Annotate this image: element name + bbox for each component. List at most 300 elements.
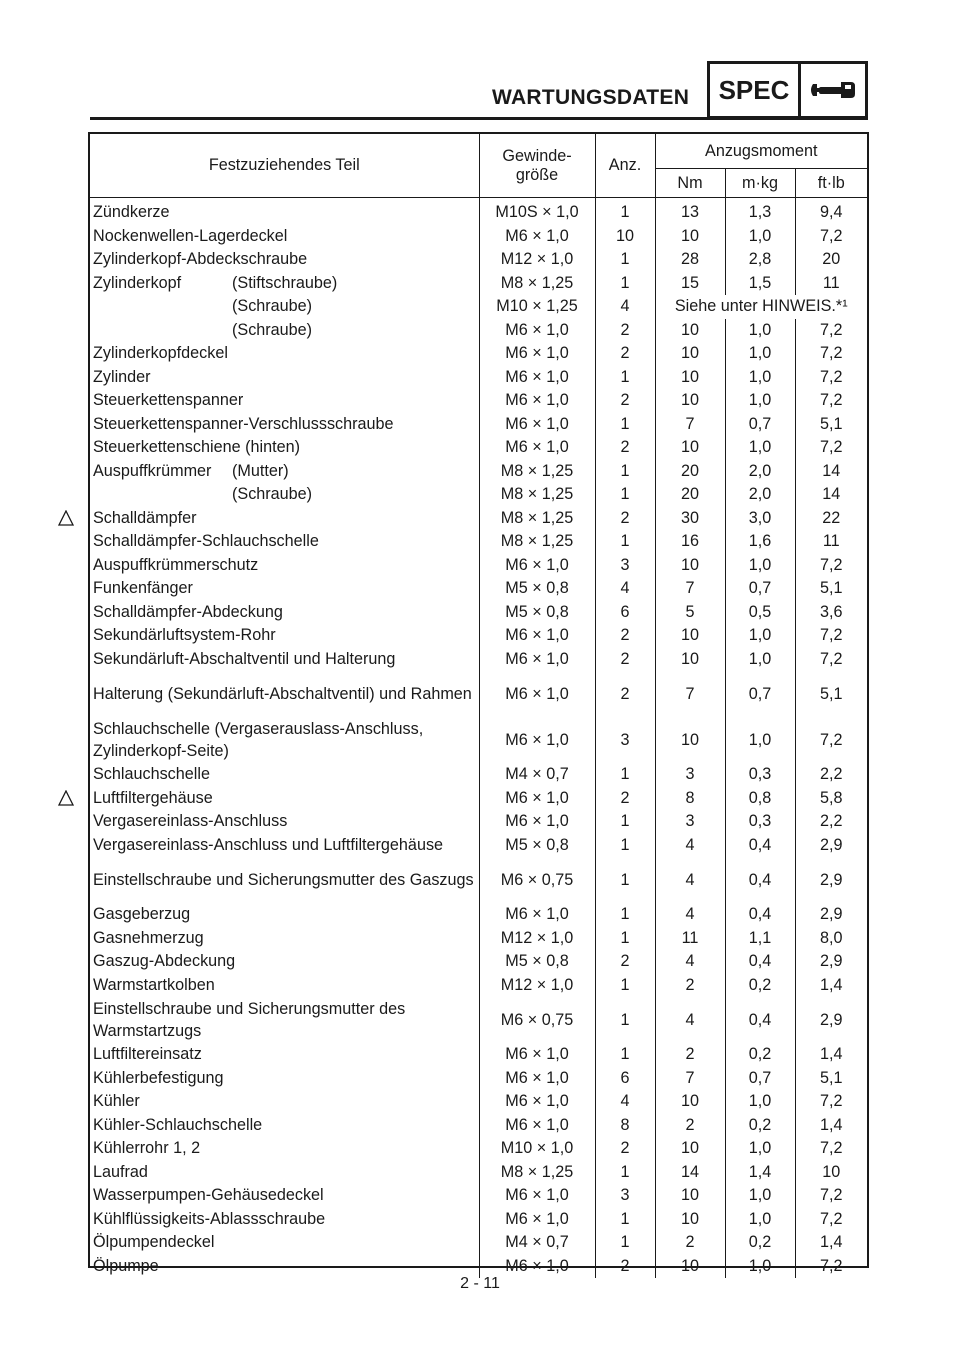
col-part: Festzuziehendes Teil <box>90 134 479 198</box>
nm-cell: 10 <box>655 624 725 648</box>
ftlb-cell: 5,1 <box>795 1067 867 1091</box>
thread-cell: M5 × 0,8 <box>479 577 595 601</box>
part-name: Warmstartkolben <box>93 975 215 994</box>
nm-cell: 10 <box>655 1184 725 1208</box>
table-row <box>90 671 867 717</box>
ftlb-cell: 5,1 <box>795 671 867 717</box>
nm-cell: 10 <box>655 389 725 413</box>
part-cell <box>90 460 479 484</box>
part-cell <box>90 507 479 531</box>
part-name: Zündkerze <box>93 203 170 222</box>
thread-cell: M6 × 1,0 <box>479 787 595 811</box>
nm-cell: 10 <box>655 342 725 366</box>
thread-cell: M8 × 1,25 <box>479 1161 595 1185</box>
qty-cell: 4 <box>595 295 655 319</box>
thread-cell: M6 × 1,0 <box>479 225 595 249</box>
nm-cell: 16 <box>655 530 725 554</box>
table-row <box>90 1067 867 1091</box>
nm-cell: 10 <box>655 436 725 460</box>
table-row <box>90 577 867 601</box>
part-sub: (Mutter) <box>232 461 289 480</box>
ftlb-cell: 2,2 <box>795 763 867 787</box>
part-name: Kühlerrohr 1, 2 <box>93 1139 201 1158</box>
thread-cell: M6 × 1,0 <box>479 389 595 413</box>
part-name: Schlauchschelle <box>93 765 210 784</box>
part-cell <box>90 950 479 974</box>
mkg-cell: 0,3 <box>725 763 795 787</box>
ftlb-cell: 7,2 <box>795 648 867 672</box>
part-cell <box>90 1184 479 1208</box>
ftlb-cell: 1,4 <box>795 974 867 998</box>
mkg-cell: 1,0 <box>725 1208 795 1232</box>
table-row <box>90 389 867 413</box>
mkg-cell: 0,4 <box>725 903 795 927</box>
part-cell <box>90 601 479 625</box>
qty-cell: 1 <box>595 857 655 903</box>
table-row <box>90 198 867 225</box>
ftlb-cell: 22 <box>795 507 867 531</box>
mkg-cell: 1,3 <box>725 198 795 225</box>
part-name: Zylinder <box>93 367 151 386</box>
part-cell <box>90 1231 479 1255</box>
part-cell <box>90 810 479 834</box>
part-name: Schalldämpfer <box>93 508 197 527</box>
ftlb-cell: 3,6 <box>795 601 867 625</box>
part-name: Zylinderkopf <box>93 273 182 292</box>
table-row <box>90 857 867 903</box>
thread-cell: M6 × 1,0 <box>479 671 595 717</box>
qty-cell: 1 <box>595 1208 655 1232</box>
ftlb-cell: 7,2 <box>795 319 867 343</box>
part-name: Vergasereinlass-Anschluss <box>93 812 288 831</box>
wrench-icon <box>801 64 865 116</box>
part-cell <box>90 648 479 672</box>
qty-cell: 6 <box>595 1067 655 1091</box>
part-cell <box>90 530 479 554</box>
part-cell <box>90 717 479 763</box>
table-row <box>90 810 867 834</box>
ftlb-cell: 1,4 <box>795 1231 867 1255</box>
qty-cell: 2 <box>595 624 655 648</box>
change-mark-icon <box>58 790 74 806</box>
part-cell <box>90 1043 479 1067</box>
table-row <box>90 903 867 927</box>
spec-badge <box>707 61 868 119</box>
part-cell <box>90 554 479 578</box>
part-name: Kühlflüssigkeits-Ablassschraube <box>93 1209 326 1228</box>
table-row <box>90 507 867 531</box>
part-cell <box>90 1137 479 1161</box>
part-cell <box>90 319 479 343</box>
thread-cell: M10S × 1,0 <box>479 198 595 225</box>
part-cell <box>90 413 479 437</box>
ftlb-cell: 7,2 <box>795 554 867 578</box>
nm-cell: 20 <box>655 460 725 484</box>
thread-cell: M6 × 1,0 <box>479 342 595 366</box>
table-row <box>90 366 867 390</box>
thread-cell: M6 × 1,0 <box>479 413 595 437</box>
part-name: Luftfiltergehäuse <box>93 788 213 807</box>
ftlb-cell: 7,2 <box>795 436 867 460</box>
ftlb-cell: 5,1 <box>795 413 867 437</box>
nm-cell: 8 <box>655 787 725 811</box>
nm-cell: 2 <box>655 974 725 998</box>
thread-cell: M6 × 1,0 <box>479 1114 595 1138</box>
mkg-cell: 0,2 <box>725 1114 795 1138</box>
qty-cell: 1 <box>595 1043 655 1067</box>
ftlb-cell: 7,2 <box>795 389 867 413</box>
ftlb-cell: 2,9 <box>795 903 867 927</box>
col-torque: Anzugsmoment <box>655 134 867 169</box>
nm-cell: 4 <box>655 950 725 974</box>
part-name: Kühler-Schlauchschelle <box>93 1115 263 1134</box>
mkg-cell: 1,0 <box>725 1255 795 1279</box>
ftlb-cell: 1,4 <box>795 1114 867 1138</box>
qty-cell: 1 <box>595 997 655 1043</box>
qty-cell: 10 <box>595 225 655 249</box>
nm-cell: 4 <box>655 903 725 927</box>
qty-cell: 2 <box>595 671 655 717</box>
qty-cell: 1 <box>595 248 655 272</box>
col-qty: Anz. <box>595 134 655 198</box>
mkg-cell: 0,2 <box>725 1231 795 1255</box>
part-name: Vergasereinlass-Anschluss und Luftfiltergehäuse <box>93 835 444 854</box>
table-row <box>90 834 867 858</box>
thread-cell: M6 × 0,75 <box>479 857 595 903</box>
part-name: Auspuffkrümmer <box>93 461 212 480</box>
nm-cell: 28 <box>655 248 725 272</box>
table-row <box>90 1137 867 1161</box>
nm-cell: 4 <box>655 857 725 903</box>
mkg-cell: 1,0 <box>725 366 795 390</box>
part-name: Laufrad <box>93 1162 148 1181</box>
thread-cell: M8 × 1,25 <box>479 483 595 507</box>
part-name: Kühlerbefestigung <box>93 1068 224 1087</box>
ftlb-cell: 2,9 <box>795 857 867 903</box>
part-cell <box>90 1114 479 1138</box>
ftlb-cell: 7,2 <box>795 342 867 366</box>
table-row <box>90 1161 867 1185</box>
part-name: Gasnehmerzug <box>93 928 204 947</box>
part-name: Schalldämpfer-Abdeckung <box>93 602 283 621</box>
table-row <box>90 295 867 319</box>
ftlb-cell: 2,2 <box>795 810 867 834</box>
nm-cell: 5 <box>655 601 725 625</box>
qty-cell: 2 <box>595 507 655 531</box>
mkg-cell: 0,7 <box>725 671 795 717</box>
mkg-cell: 1,6 <box>725 530 795 554</box>
part-name: Funkenfänger <box>93 579 193 598</box>
table-row <box>90 319 867 343</box>
thread-cell: M6 × 1,0 <box>479 1043 595 1067</box>
qty-cell: 3 <box>595 554 655 578</box>
qty-cell: 2 <box>595 319 655 343</box>
table-row <box>90 1090 867 1114</box>
qty-cell: 3 <box>595 717 655 763</box>
table-row <box>90 436 867 460</box>
mkg-cell: 0,8 <box>725 787 795 811</box>
mkg-cell: 0,4 <box>725 950 795 974</box>
thread-cell: M8 × 1,25 <box>479 530 595 554</box>
nm-cell: 7 <box>655 413 725 437</box>
part-sub: (Schraube) <box>232 320 313 339</box>
nm-cell: 2 <box>655 1043 725 1067</box>
nm-cell: 10 <box>655 1255 725 1279</box>
part-name: Zylinderkopfdeckel <box>93 344 228 363</box>
thread-cell: M8 × 1,25 <box>479 460 595 484</box>
table-row <box>90 763 867 787</box>
nm-cell: 2 <box>655 1231 725 1255</box>
mkg-cell: 0,2 <box>725 1043 795 1067</box>
table-row <box>90 1043 867 1067</box>
mkg-cell: 1,4 <box>725 1161 795 1185</box>
col-thread-label: Gewinde- größe <box>502 146 572 184</box>
part-cell <box>90 834 479 858</box>
mkg-cell: 0,4 <box>725 857 795 903</box>
ftlb-cell: 8,0 <box>795 927 867 951</box>
thread-cell: M8 × 1,25 <box>479 507 595 531</box>
qty-cell: 1 <box>595 763 655 787</box>
nm-cell: 10 <box>655 554 725 578</box>
ftlb-cell: 7,2 <box>795 717 867 763</box>
part-cell <box>90 389 479 413</box>
part-cell <box>90 927 479 951</box>
ftlb-cell: 7,2 <box>795 1090 867 1114</box>
ftlb-cell: 14 <box>795 483 867 507</box>
table-row <box>90 483 867 507</box>
nm-cell: 15 <box>655 272 725 296</box>
mkg-cell: 0,3 <box>725 810 795 834</box>
ftlb-cell: 5,1 <box>795 577 867 601</box>
table-row <box>90 1208 867 1232</box>
nm-cell: 3 <box>655 810 725 834</box>
mkg-cell: 2,0 <box>725 483 795 507</box>
qty-cell: 1 <box>595 413 655 437</box>
part-name: Nockenwellen-Lagerdeckel <box>93 226 288 245</box>
mkg-cell: 0,7 <box>725 413 795 437</box>
ftlb-cell: 7,2 <box>795 624 867 648</box>
table-row <box>90 1114 867 1138</box>
table-row <box>90 974 867 998</box>
part-sub: (Schraube) <box>232 485 313 504</box>
change-mark-icon <box>58 510 74 526</box>
thread-cell: M6 × 1,0 <box>479 903 595 927</box>
part-name: Auspuffkrümmerschutz <box>93 555 259 574</box>
part-name: Schalldämpfer-Schlauchschelle <box>93 532 319 551</box>
qty-cell: 1 <box>595 974 655 998</box>
nm-cell: 30 <box>655 507 725 531</box>
mkg-cell: 1,0 <box>725 389 795 413</box>
thread-cell: M12 × 1,0 <box>479 927 595 951</box>
qty-cell: 1 <box>595 927 655 951</box>
thread-cell: M6 × 1,0 <box>479 1208 595 1232</box>
qty-cell: 2 <box>595 436 655 460</box>
part-name: Halterung (Sekundärluft-Abschaltventil) und Rahmen <box>93 685 472 703</box>
col-thread <box>479 134 595 198</box>
table-row <box>90 1231 867 1255</box>
col-mkg: m·kg <box>725 169 795 198</box>
part-name: Einstellschraube und Sicherungsmutter des Warmstartzugs <box>93 1000 406 1040</box>
ftlb-cell: 1,4 <box>795 1043 867 1067</box>
thread-cell: M6 × 1,0 <box>479 1184 595 1208</box>
ftlb-cell: 7,2 <box>795 225 867 249</box>
part-cell <box>90 1208 479 1232</box>
table-row <box>90 272 867 296</box>
nm-cell: 4 <box>655 997 725 1043</box>
ftlb-cell: 20 <box>795 248 867 272</box>
table-row <box>90 717 867 763</box>
table-row <box>90 950 867 974</box>
ftlb-cell: 7,2 <box>795 1184 867 1208</box>
part-cell <box>90 787 479 811</box>
part-cell <box>90 763 479 787</box>
mkg-cell: 1,0 <box>725 1137 795 1161</box>
nm-cell: 7 <box>655 577 725 601</box>
table-row <box>90 460 867 484</box>
col-nm: Nm <box>655 169 725 198</box>
mkg-cell: 1,0 <box>725 717 795 763</box>
thread-cell: M12 × 1,0 <box>479 248 595 272</box>
qty-cell: 8 <box>595 1114 655 1138</box>
table-row <box>90 624 867 648</box>
mkg-cell: 0,2 <box>725 974 795 998</box>
part-name: Wasserpumpen-Gehäusedeckel <box>93 1186 324 1205</box>
header-rule <box>90 117 868 120</box>
part-cell <box>90 1067 479 1091</box>
spec-label: SPEC <box>710 64 801 116</box>
nm-cell: 10 <box>655 1208 725 1232</box>
ftlb-cell: 9,4 <box>795 198 867 225</box>
thread-cell: M6 × 1,0 <box>479 810 595 834</box>
thread-cell: M6 × 1,0 <box>479 1090 595 1114</box>
part-cell <box>90 903 479 927</box>
page-number: 2 - 11 <box>460 1275 500 1292</box>
ftlb-cell: 11 <box>795 530 867 554</box>
mkg-cell: 1,0 <box>725 624 795 648</box>
part-cell <box>90 624 479 648</box>
thread-cell: M6 × 1,0 <box>479 624 595 648</box>
qty-cell: 2 <box>595 1255 655 1279</box>
part-sub: (Schraube) <box>232 297 313 316</box>
part-cell <box>90 857 479 903</box>
nm-cell: 10 <box>655 319 725 343</box>
table-row <box>90 1184 867 1208</box>
thread-cell: M6 × 0,75 <box>479 997 595 1043</box>
nm-cell: 11 <box>655 927 725 951</box>
nm-cell: 4 <box>655 834 725 858</box>
table-row <box>90 601 867 625</box>
qty-cell: 2 <box>595 1137 655 1161</box>
nm-cell: 2 <box>655 1114 725 1138</box>
mkg-cell: 3,0 <box>725 507 795 531</box>
thread-cell: M6 × 1,0 <box>479 554 595 578</box>
table-row <box>90 648 867 672</box>
mkg-cell: 1,5 <box>725 272 795 296</box>
part-cell <box>90 483 479 507</box>
nm-cell: 7 <box>655 1067 725 1091</box>
mkg-cell: 2,0 <box>725 460 795 484</box>
nm-cell: 20 <box>655 483 725 507</box>
mkg-cell: 1,1 <box>725 927 795 951</box>
part-name: Kühler <box>93 1092 140 1111</box>
table-row <box>90 787 867 811</box>
part-cell <box>90 671 479 717</box>
thread-cell: M6 × 1,0 <box>479 717 595 763</box>
mkg-cell: 0,7 <box>725 1067 795 1091</box>
thread-cell: M10 × 1,25 <box>479 295 595 319</box>
part-sub: (Stiftschraube) <box>232 273 338 292</box>
mkg-cell: 1,0 <box>725 1090 795 1114</box>
torque-table <box>88 132 869 1275</box>
part-cell <box>90 295 479 319</box>
thread-cell: M4 × 0,7 <box>479 1231 595 1255</box>
thread-cell: M5 × 0,8 <box>479 601 595 625</box>
qty-cell: 2 <box>595 648 655 672</box>
qty-cell: 1 <box>595 483 655 507</box>
ftlb-cell: 7,2 <box>795 1208 867 1232</box>
mkg-cell: 1,0 <box>725 319 795 343</box>
thread-cell: M4 × 0,7 <box>479 763 595 787</box>
mkg-cell: 0,4 <box>725 834 795 858</box>
thread-cell: M12 × 1,0 <box>479 974 595 998</box>
ftlb-cell: 2,9 <box>795 997 867 1043</box>
table-row <box>90 342 867 366</box>
mkg-cell: 1,0 <box>725 648 795 672</box>
table-row <box>90 413 867 437</box>
part-name: Steuerkettenschiene (hinten) <box>93 438 300 457</box>
mkg-cell: 1,0 <box>725 342 795 366</box>
nm-cell: 13 <box>655 198 725 225</box>
mkg-cell: 1,0 <box>725 225 795 249</box>
ftlb-cell: 5,8 <box>795 787 867 811</box>
thread-cell: M6 × 1,0 <box>479 1067 595 1091</box>
mkg-cell: 0,7 <box>725 577 795 601</box>
thread-cell: M6 × 1,0 <box>479 436 595 460</box>
part-cell <box>90 272 479 296</box>
ftlb-cell: 14 <box>795 460 867 484</box>
note-cell: Siehe unter HINWEIS.*¹ <box>655 295 867 319</box>
part-cell <box>90 1161 479 1185</box>
table-row <box>90 927 867 951</box>
ftlb-cell: 2,9 <box>795 950 867 974</box>
thread-cell: M5 × 0,8 <box>479 834 595 858</box>
qty-cell: 2 <box>595 342 655 366</box>
part-cell <box>90 248 479 272</box>
qty-cell: 1 <box>595 1231 655 1255</box>
thread-cell: M6 × 1,0 <box>479 319 595 343</box>
mkg-cell: 0,5 <box>725 601 795 625</box>
qty-cell: 1 <box>595 366 655 390</box>
part-cell <box>90 974 479 998</box>
part-name: Einstellschraube und Sicherungsmutter des Gaszugs <box>93 871 474 889</box>
thread-cell: M10 × 1,0 <box>479 1137 595 1161</box>
nm-cell: 10 <box>655 648 725 672</box>
part-name: Schlauchschelle (Vergaserauslass-Anschluss, Zylinderkopf-Seite) <box>93 720 424 760</box>
ftlb-cell: 10 <box>795 1161 867 1185</box>
part-cell <box>90 366 479 390</box>
qty-cell: 3 <box>595 1184 655 1208</box>
ftlb-cell: 11 <box>795 272 867 296</box>
part-name: Steuerkettenspanner <box>93 391 244 410</box>
table-row <box>90 225 867 249</box>
mkg-cell: 1,0 <box>725 1184 795 1208</box>
ftlb-cell: 7,2 <box>795 1137 867 1161</box>
nm-cell: 10 <box>655 1090 725 1114</box>
part-cell <box>90 997 479 1043</box>
part-cell <box>90 577 479 601</box>
qty-cell: 1 <box>595 1161 655 1185</box>
part-name: Steuerkettenspanner-Verschlussschraube <box>93 414 394 433</box>
